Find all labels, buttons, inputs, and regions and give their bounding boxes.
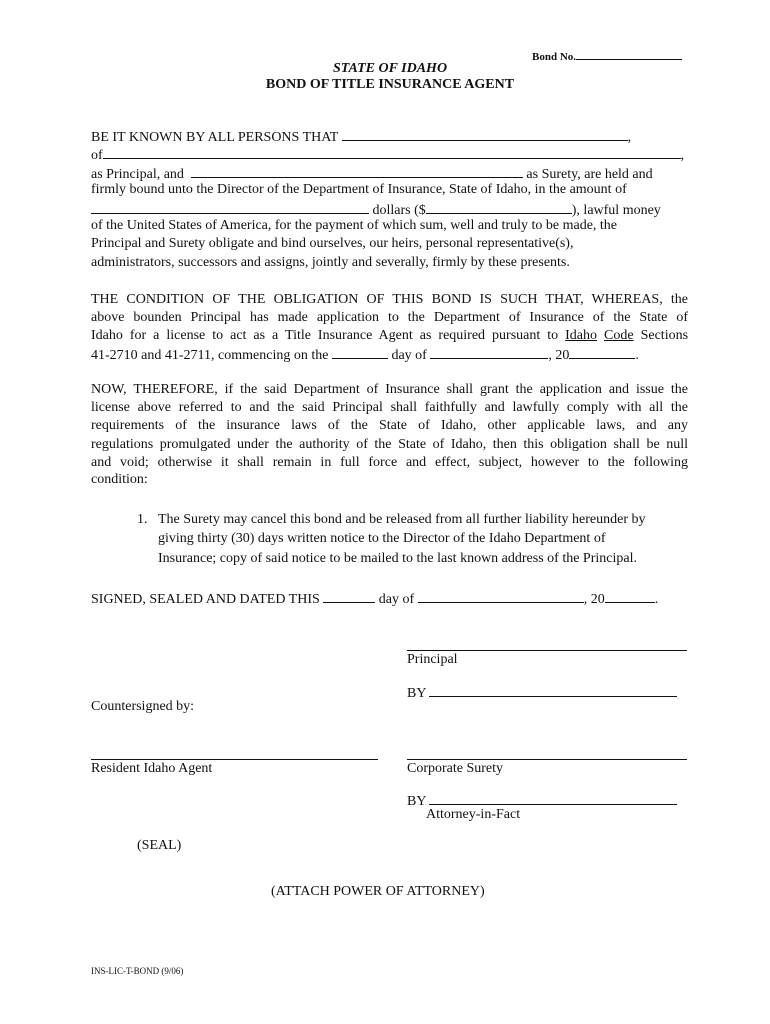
corporate-surety-signature-line[interactable] bbox=[407, 759, 687, 760]
seal-label: (SEAL) bbox=[137, 838, 182, 853]
intro-line-8: administrators, successors and assigns, jointly and severally, firmly by these presents. bbox=[91, 255, 570, 270]
now-therefore-line-1: NOW, THEREFORE, if the said Department of Insurance shall grant the application and issue the bbox=[91, 382, 688, 397]
condition-line-2: above bounden Principal has made application to the Department of Insurance of the State of bbox=[91, 310, 688, 325]
corporate-surety-label: Corporate Surety bbox=[407, 761, 504, 776]
form-code: INS-LIC-T-BOND (9/06) bbox=[91, 966, 184, 976]
intro-line-7: Principal and Surety obligate and bind ourselves, our heirs, personal representative(s), bbox=[91, 236, 574, 251]
intro-line-5: dollars ($ ), lawful money bbox=[91, 200, 661, 219]
attach-power-of-attorney: (ATTACH POWER OF ATTORNEY) bbox=[271, 884, 485, 899]
attorney-in-fact-label: Attorney-in-Fact bbox=[426, 807, 521, 822]
amount-words-field[interactable] bbox=[91, 200, 369, 214]
signed-day-field[interactable] bbox=[323, 589, 375, 603]
bond-number-field[interactable] bbox=[576, 48, 682, 60]
intro-line-6: of the United States of America, for the payment of which sum, well and truly to be made, the bbox=[91, 218, 618, 233]
now-therefore-line-2: license above referred to and the said Principal shall faithfully and lawfully comply with all the bbox=[91, 400, 688, 415]
amount-figures-field[interactable] bbox=[426, 200, 572, 214]
now-therefore-line-5: and void; otherwise it shall remain in full force and effect, subject, however to the following bbox=[91, 455, 688, 470]
condition-line-1: THE CONDITION OF THE OBLIGATION OF THIS BOND IS SUCH THAT, WHEREAS, the bbox=[91, 292, 688, 307]
principal-by-field[interactable] bbox=[429, 683, 677, 697]
commencing-day-field[interactable] bbox=[332, 345, 388, 359]
resident-agent-signature-line[interactable] bbox=[91, 759, 378, 760]
intro-line-4: firmly bound unto the Director of the Department of Insurance, State of Idaho, in the amount of bbox=[91, 182, 627, 197]
intro-line-2: of , bbox=[91, 145, 684, 164]
condition-line-4: 41-2710 and 41-2711, commencing on the day of , 20 . bbox=[91, 345, 639, 364]
surety-name-field[interactable] bbox=[191, 164, 523, 178]
state-heading: STATE OF IDAHO bbox=[332, 61, 448, 76]
page-title: BOND OF TITLE INSURANCE AGENT bbox=[265, 77, 515, 92]
condition-line-3: Idaho for a license to act as a Title Insurance Agent as required pursuant to Idaho Code Sections bbox=[91, 328, 689, 343]
item-1-line-2: giving thirty (30) days written notice to the Director of the Idaho Department of bbox=[158, 531, 606, 546]
surety-by-field[interactable] bbox=[429, 791, 677, 805]
intro-line-1: BE IT KNOWN BY ALL PERSONS THAT , bbox=[91, 127, 631, 146]
principal-signature-line[interactable] bbox=[407, 650, 687, 651]
commencing-year-field[interactable] bbox=[569, 345, 635, 359]
signed-month-field[interactable] bbox=[418, 589, 584, 603]
item-1-line-1: The Surety may cancel this bond and be released from all further liability hereunder by bbox=[158, 512, 646, 527]
commencing-month-field[interactable] bbox=[430, 345, 548, 359]
resident-agent-label: Resident Idaho Agent bbox=[91, 761, 213, 776]
countersigned-label: Countersigned by: bbox=[91, 699, 195, 714]
signed-year-field[interactable] bbox=[605, 589, 655, 603]
item-1-line-3: Insurance; copy of said notice to be mailed to the last known address of the Principal. bbox=[158, 551, 637, 566]
bond-number-label: Bond No. bbox=[532, 48, 682, 63]
now-therefore-line-6: condition: bbox=[91, 472, 148, 487]
principal-label: Principal bbox=[407, 652, 458, 667]
item-1-number: 1. bbox=[137, 512, 148, 527]
surety-by-line: BY bbox=[407, 791, 677, 810]
principal-name-field[interactable] bbox=[342, 127, 628, 141]
principal-address-field[interactable] bbox=[103, 145, 681, 159]
now-therefore-line-4: regulations promulgated under the authority of the State of Idaho, then this obligation shall be null bbox=[91, 437, 688, 452]
now-therefore-line-3: requirements of the insurance laws of the State of Idaho, other applicable laws, and any bbox=[91, 418, 688, 433]
signed-dated-line: SIGNED, SEALED AND DATED THIS day of , 20 . bbox=[91, 589, 658, 608]
principal-by-line: BY bbox=[407, 683, 677, 702]
intro-line-3: as Principal, and as Surety, are held and bbox=[91, 164, 653, 183]
